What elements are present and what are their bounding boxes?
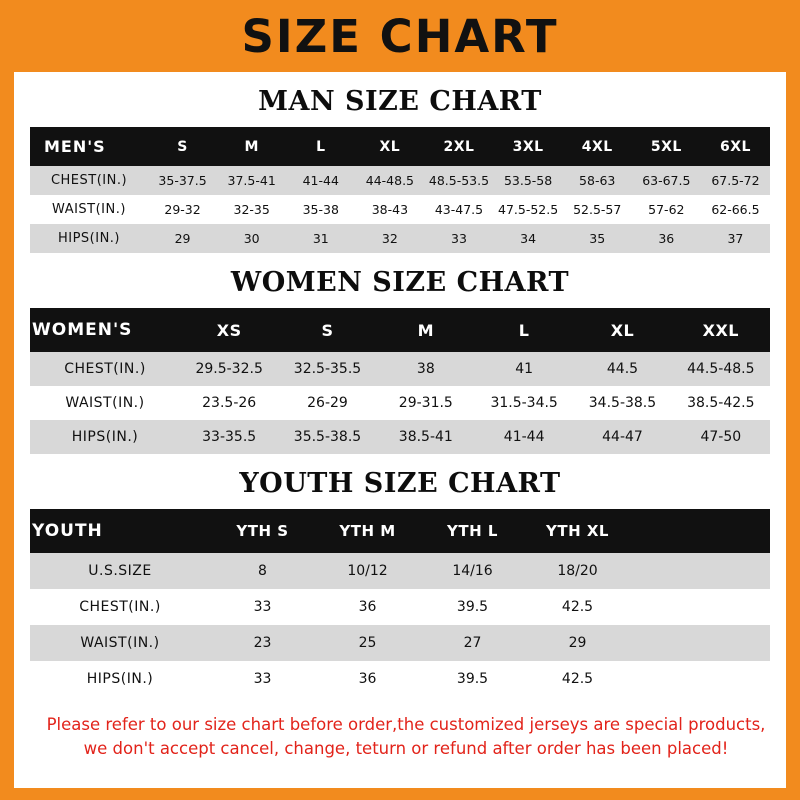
page-content [14, 86, 786, 761]
men-row-1-cell-1: 32-35 [217, 195, 286, 224]
table-row [30, 352, 770, 386]
men-row-2-label: HIPS(IN.) [30, 224, 148, 253]
men-row-2-cell-2: 31 [286, 224, 355, 253]
page-title: SIZE CHART [241, 9, 559, 63]
men-row-1-cell-4: 43-47.5 [424, 195, 493, 224]
women-row-1-cell-4: 34.5-38.5 [573, 386, 671, 420]
men-row-2-cell-6: 35 [563, 224, 632, 253]
men-row-1-cell-2: 35-38 [286, 195, 355, 224]
youth-row-2-cell-1: 25 [315, 625, 420, 661]
women-header-row [30, 308, 770, 352]
women-header-cell-3: M [377, 308, 475, 352]
women-header-cell-6: XXL [672, 308, 770, 352]
youth-row-3-label: HIPS(IN.) [30, 661, 210, 697]
youth-header-cell-1: YTH S [210, 509, 315, 553]
youth-row-0-cell-1: 10/12 [315, 553, 420, 589]
men-header-cell-4: XL [355, 127, 424, 166]
men-row-0-cell-1: 37.5-41 [217, 166, 286, 195]
women-header-cell-2: S [278, 308, 376, 352]
men-header-cell-9: 6XL [701, 127, 770, 166]
women-row-2-cell-5: 47-50 [672, 420, 770, 454]
youth-row-3-spacer [630, 661, 770, 697]
men-row-1-cell-3: 38-43 [355, 195, 424, 224]
men-row-1-cell-7: 57-62 [632, 195, 701, 224]
men-row-2-cell-0: 29 [148, 224, 217, 253]
footer-note-line-2: we don't accept cancel, change, teturn or refund after order has been placed! [83, 738, 729, 758]
men-header-cell-5: 2XL [424, 127, 493, 166]
women-table-head [30, 308, 770, 352]
men-header-cell-2: M [217, 127, 286, 166]
women-size-table [30, 308, 770, 454]
men-row-1-cell-6: 52.5-57 [563, 195, 632, 224]
men-row-0-cell-5: 53.5-58 [494, 166, 563, 195]
men-row-0-cell-4: 48.5-53.5 [424, 166, 493, 195]
youth-header-row [30, 509, 770, 553]
men-row-2-cell-1: 30 [217, 224, 286, 253]
youth-header-spacer [630, 509, 770, 553]
men-table-head [30, 127, 770, 166]
footer-note-line-1: Please refer to our size chart before order,the customized jerseys are special products, [46, 715, 766, 734]
youth-header-cell-0: YOUTH [30, 509, 210, 553]
youth-row-3-cell-1: 36 [315, 661, 420, 697]
women-row-0-cell-1: 32.5-35.5 [278, 352, 376, 386]
table-row [30, 625, 770, 661]
men-header-cell-0: MEN'S [30, 127, 148, 166]
youth-row-1-cell-3: 42.5 [525, 589, 630, 625]
men-table-body [30, 166, 770, 253]
women-row-1-cell-2: 29-31.5 [377, 386, 475, 420]
youth-row-2-cell-0: 23 [210, 625, 315, 661]
men-row-1-cell-8: 62-66.5 [701, 195, 770, 224]
men-section-title: MAN SIZE CHART [258, 86, 542, 117]
men-row-0-cell-2: 41-44 [286, 166, 355, 195]
men-row-0-cell-3: 44-48.5 [355, 166, 424, 195]
women-row-2-cell-4: 44-47 [573, 420, 671, 454]
men-row-0-label: CHEST(IN.) [30, 166, 148, 195]
women-header-cell-1: XS [180, 308, 278, 352]
table-row [30, 166, 770, 195]
men-row-0-cell-8: 67.5-72 [701, 166, 770, 195]
men-header-cell-7: 4XL [563, 127, 632, 166]
youth-header-cell-2: YTH M [315, 509, 420, 553]
men-row-2-cell-8: 37 [701, 224, 770, 253]
women-section-title: WOMEN SIZE CHART [230, 267, 570, 298]
women-row-1-cell-5: 38.5-42.5 [672, 386, 770, 420]
youth-row-2-cell-3: 29 [525, 625, 630, 661]
men-header-row [30, 127, 770, 166]
table-row [30, 195, 770, 224]
men-header-cell-3: L [286, 127, 355, 166]
women-row-0-cell-0: 29.5-32.5 [180, 352, 278, 386]
youth-row-3-cell-0: 33 [210, 661, 315, 697]
women-row-1-cell-3: 31.5-34.5 [475, 386, 573, 420]
women-table-body [30, 352, 770, 454]
women-row-2-cell-2: 38.5-41 [377, 420, 475, 454]
footer-note [28, 713, 784, 761]
youth-header-cell-4: YTH XL [525, 509, 630, 553]
women-row-0-label: CHEST(IN.) [30, 352, 180, 386]
youth-row-0-label: U.S.SIZE [30, 553, 210, 589]
men-header-cell-8: 5XL [632, 127, 701, 166]
men-size-table [30, 127, 770, 253]
men-header-cell-6: 3XL [494, 127, 563, 166]
table-row [30, 224, 770, 253]
youth-row-2-cell-2: 27 [420, 625, 525, 661]
youth-row-3-cell-2: 39.5 [420, 661, 525, 697]
women-row-1-cell-1: 26-29 [278, 386, 376, 420]
women-header-cell-0: WOMEN'S [30, 308, 180, 352]
men-row-0-cell-7: 63-67.5 [632, 166, 701, 195]
women-row-1-label: WAIST(IN.) [30, 386, 180, 420]
table-row [30, 661, 770, 697]
youth-row-0-cell-2: 14/16 [420, 553, 525, 589]
women-row-2-label: HIPS(IN.) [30, 420, 180, 454]
youth-row-1-cell-1: 36 [315, 589, 420, 625]
women-row-2-cell-3: 41-44 [475, 420, 573, 454]
men-row-0-cell-0: 35-37.5 [148, 166, 217, 195]
youth-size-table [30, 509, 770, 697]
women-row-1-cell-0: 23.5-26 [180, 386, 278, 420]
women-row-0-cell-4: 44.5 [573, 352, 671, 386]
youth-row-0-cell-0: 8 [210, 553, 315, 589]
men-row-1-cell-0: 29-32 [148, 195, 217, 224]
men-row-2-cell-5: 34 [494, 224, 563, 253]
men-row-2-cell-3: 32 [355, 224, 424, 253]
women-row-2-cell-1: 35.5-38.5 [278, 420, 376, 454]
women-row-0-cell-5: 44.5-48.5 [672, 352, 770, 386]
table-row [30, 386, 770, 420]
women-header-cell-4: L [475, 308, 573, 352]
youth-row-2-label: WAIST(IN.) [30, 625, 210, 661]
men-header-cell-1: S [148, 127, 217, 166]
women-row-0-cell-3: 41 [475, 352, 573, 386]
youth-section-title: YOUTH SIZE CHART [239, 468, 561, 499]
youth-row-0-cell-3: 18/20 [525, 553, 630, 589]
table-row [30, 553, 770, 589]
men-row-2-cell-4: 33 [424, 224, 493, 253]
youth-row-1-spacer [630, 589, 770, 625]
men-row-2-cell-7: 36 [632, 224, 701, 253]
youth-row-2-spacer [630, 625, 770, 661]
youth-row-1-cell-0: 33 [210, 589, 315, 625]
men-row-1-label: WAIST(IN.) [30, 195, 148, 224]
youth-row-1-label: CHEST(IN.) [30, 589, 210, 625]
youth-header-cell-3: YTH L [420, 509, 525, 553]
women-header-cell-5: XL [573, 308, 671, 352]
women-row-2-cell-0: 33-35.5 [180, 420, 278, 454]
page-header [0, 0, 800, 72]
youth-table-head [30, 509, 770, 553]
youth-table-body [30, 553, 770, 697]
women-row-0-cell-2: 38 [377, 352, 475, 386]
youth-row-3-cell-3: 42.5 [525, 661, 630, 697]
table-row [30, 589, 770, 625]
men-row-1-cell-5: 47.5-52.5 [494, 195, 563, 224]
men-row-0-cell-6: 58-63 [563, 166, 632, 195]
youth-row-0-spacer [630, 553, 770, 589]
table-row [30, 420, 770, 454]
youth-row-1-cell-2: 39.5 [420, 589, 525, 625]
